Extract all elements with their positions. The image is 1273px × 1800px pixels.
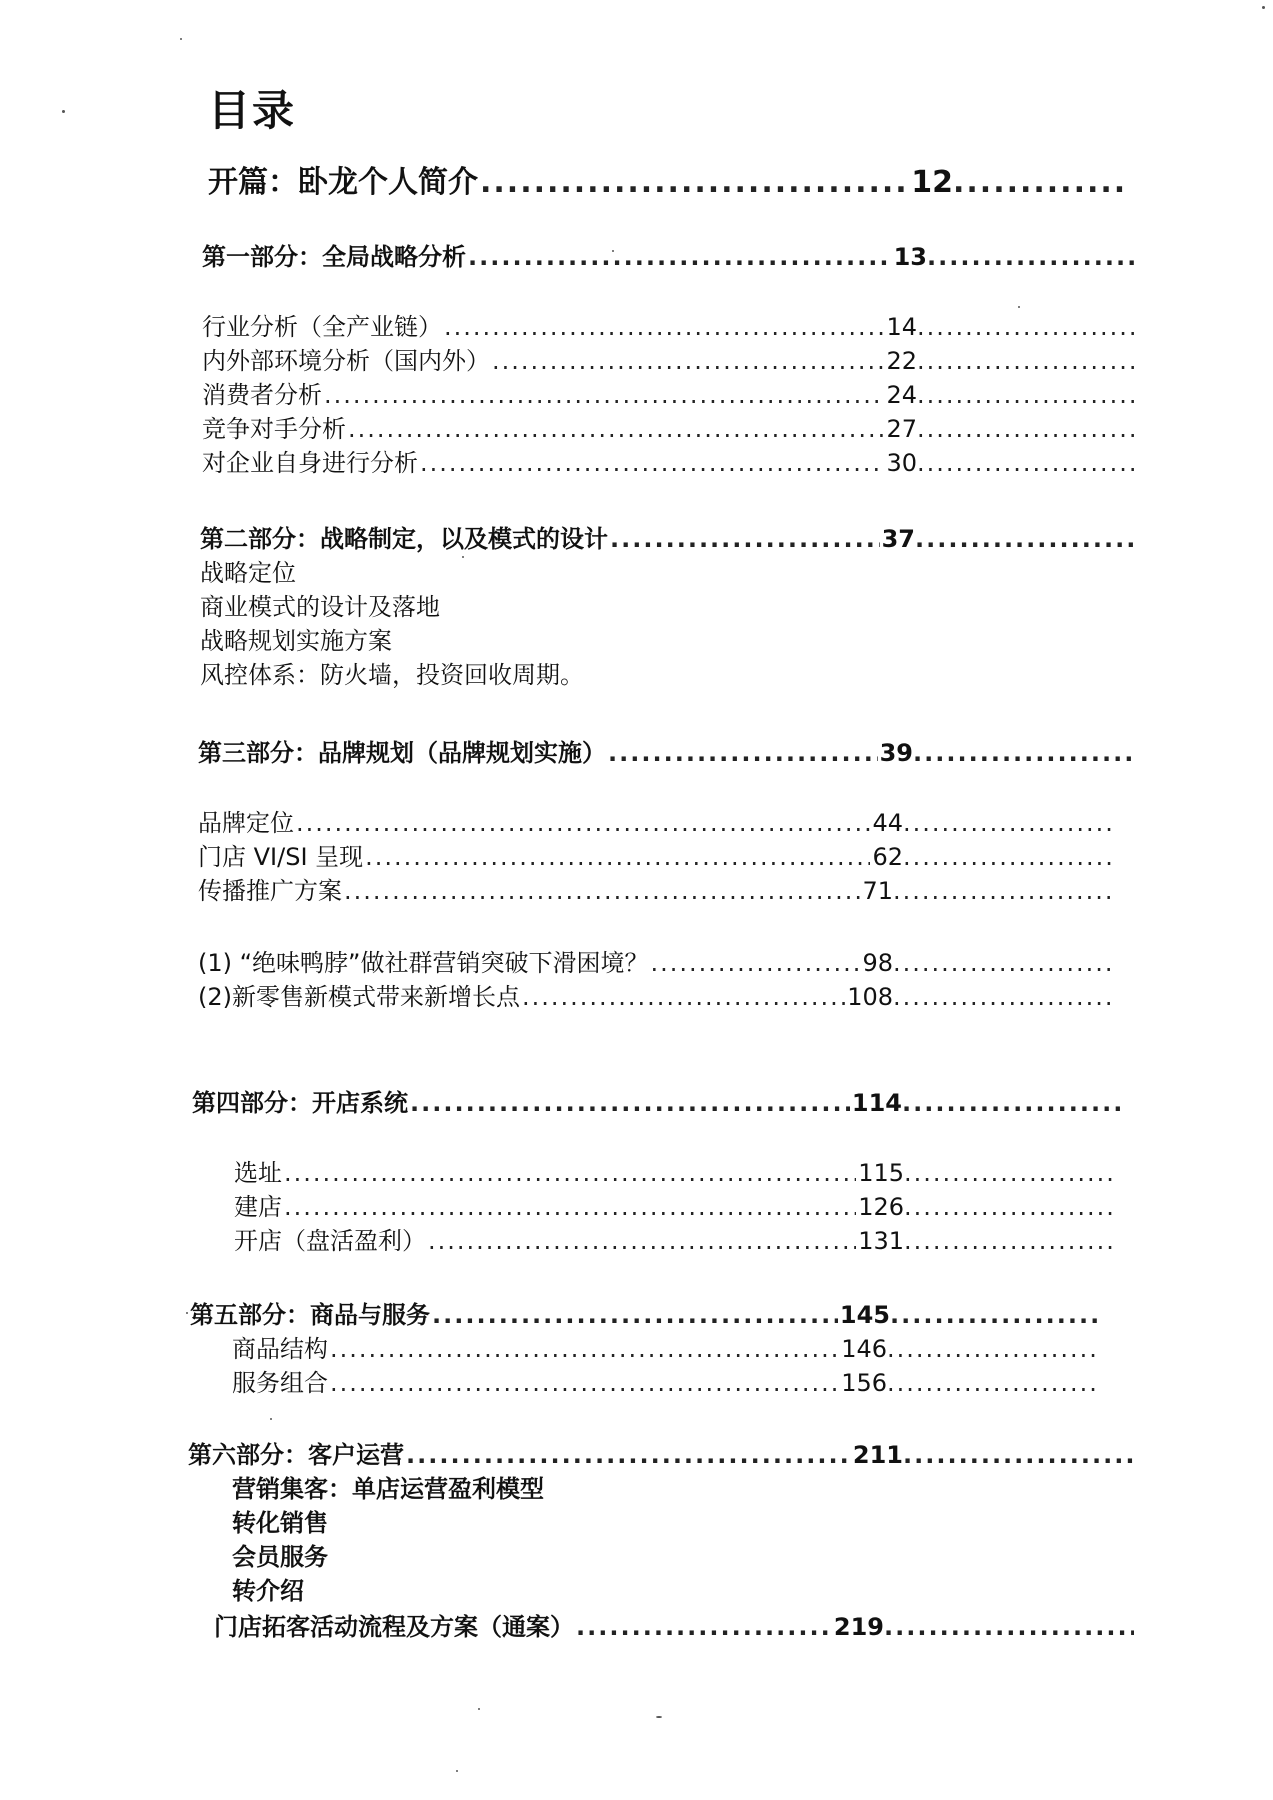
toc-entry (202, 378, 1137, 412)
toc-label: 服务组合 (232, 1369, 328, 1397)
toc-label: 消费者分析 (202, 381, 322, 409)
toc-entry (198, 874, 1113, 908)
toc-page-number: 211 (852, 1441, 903, 1469)
dot-leader-trail (893, 874, 1113, 908)
toc-page-number: 115 (858, 1159, 904, 1187)
dot-leader (420, 446, 884, 480)
toc-page-number: 13 (893, 243, 927, 271)
dot-leader-trail (903, 1438, 1133, 1472)
toc-label: 开篇：卧龙个人简介 (208, 165, 478, 200)
dot-leader (406, 1438, 851, 1472)
toc-label: (1) “绝味鸭脖”做社群营销突破下滑困境？ (198, 949, 649, 977)
toc-label: 门店 VI/SI 呈现 (198, 843, 364, 871)
toc-section-part1 (202, 240, 1137, 274)
dot-leader-trail (917, 310, 1137, 344)
toc-page-number: 146 (841, 1335, 887, 1363)
dot-leader-trail (913, 736, 1133, 770)
dot-leader (522, 980, 845, 1014)
toc-subitem: 转介绍 (232, 1577, 304, 1605)
toc-entry (198, 840, 1113, 874)
dot-leader-trail (917, 344, 1137, 378)
dot-leader (284, 1190, 856, 1224)
dot-leader-trail (904, 1224, 1114, 1258)
toc-label: 第一部分：全局战略分析 (202, 243, 466, 271)
dot-leader (651, 946, 861, 980)
dot-leader (296, 806, 870, 840)
scan-speck (1262, 6, 1265, 9)
toc-label: 第六部分：客户运营 (188, 1441, 404, 1469)
dot-leader-trail (887, 1332, 1097, 1366)
dot-leader-trail (917, 446, 1137, 480)
toc-entry (202, 446, 1137, 480)
toc-page-number: 37 (881, 525, 915, 553)
dot-leader-trail (953, 166, 1123, 200)
dot-leader-trail (890, 1298, 1100, 1332)
scan-speck (612, 250, 614, 252)
toc-page-number: 108 (847, 983, 893, 1011)
toc-label: 选址 (234, 1159, 282, 1187)
dot-leader (284, 1156, 856, 1190)
toc-section-part2 (200, 522, 1135, 556)
page-title: 目录 (208, 86, 297, 135)
toc-entry (198, 946, 1113, 980)
scan-speck (62, 110, 65, 113)
dot-leader (410, 1086, 850, 1120)
dot-leader (610, 522, 880, 556)
dot-leader (330, 1366, 839, 1400)
scan-speck (1018, 306, 1020, 308)
toc-label: 建店 (234, 1193, 282, 1221)
toc-subitem: 战略规划实施方案 (200, 627, 392, 655)
toc-entry (232, 1366, 1097, 1400)
toc-entry (214, 1610, 1134, 1644)
toc-section-part3 (198, 736, 1133, 770)
dot-leader-trail (893, 946, 1113, 980)
toc-subitem: 战略定位 (200, 559, 296, 587)
toc-entry (232, 1332, 1097, 1366)
toc-section-part6 (188, 1438, 1133, 1472)
dot-leader (344, 874, 860, 908)
toc-subitem: 营销集客：单店运营盈利模型 (232, 1475, 544, 1503)
dot-leader-trail (893, 980, 1113, 1014)
dot-leader (348, 412, 884, 446)
toc-entry (234, 1224, 1114, 1258)
toc-label: 门店拓客活动流程及方案（通案） (214, 1613, 574, 1641)
dot-leader-trail (915, 522, 1135, 556)
scan-speck (478, 1708, 480, 1710)
dot-leader-trail (927, 240, 1137, 274)
toc-label: 内外部环境分析（国内外） (202, 347, 490, 375)
toc-page-number: 22 (886, 347, 917, 375)
toc-page-number: 114 (851, 1089, 902, 1117)
toc-label: 对企业自身进行分析 (202, 449, 418, 477)
toc-page-number: 62 (872, 843, 903, 871)
dot-leader (608, 736, 878, 770)
toc-label: 第三部分：品牌规划（品牌规划实施） (198, 739, 606, 767)
toc-page-number: 44 (872, 809, 903, 837)
toc-subitem: 风控体系：防火墙，投资回收周期。 (200, 661, 584, 689)
toc-section-part5 (190, 1298, 1100, 1332)
dot-leader (365, 840, 870, 874)
dot-leader (444, 310, 884, 344)
toc-page-number: 126 (858, 1193, 904, 1221)
toc-page-number: 14 (886, 313, 917, 341)
dot-leader-trail (903, 806, 1113, 840)
dot-leader (428, 1224, 856, 1258)
dot-leader (330, 1332, 839, 1366)
dot-leader-trail (904, 1190, 1114, 1224)
dot-leader (468, 240, 892, 274)
toc-page-number: 219 (833, 1613, 884, 1641)
dot-leader-trail (884, 1610, 1134, 1644)
toc-label: 竞争对手分析 (202, 415, 346, 443)
scan-speck (656, 1716, 662, 1718)
toc-label: 行业分析（全产业链） (202, 313, 442, 341)
dot-leader-trail (903, 840, 1113, 874)
toc-entry (234, 1190, 1114, 1224)
toc-label: 品牌定位 (198, 809, 294, 837)
toc-subitem: 会员服务 (232, 1543, 328, 1571)
dot-leader (576, 1610, 832, 1644)
toc-label: 传播推广方案 (198, 877, 342, 905)
dot-leader (492, 344, 884, 378)
toc-page-number: 145 (839, 1301, 890, 1329)
scan-speck (180, 38, 182, 40)
dot-leader (432, 1298, 838, 1332)
toc-entry-intro (208, 166, 1123, 200)
scan-speck (270, 1418, 272, 1420)
dot-leader-trail (902, 1086, 1122, 1120)
scan-speck (456, 1770, 458, 1772)
toc-label: 第四部分：开店系统 (192, 1089, 408, 1117)
toc-page-number: 131 (858, 1227, 904, 1255)
toc-entry (198, 806, 1113, 840)
dot-leader-trail (917, 378, 1137, 412)
toc-page-number: 27 (886, 415, 917, 443)
toc-subitem: 转化销售 (232, 1509, 328, 1537)
scan-speck (462, 556, 464, 558)
toc-label: 第二部分：战略制定，以及模式的设计 (200, 525, 608, 553)
toc-entry (198, 980, 1113, 1014)
toc-page-number: 39 (879, 739, 913, 767)
dot-leader (324, 378, 884, 412)
toc-label: 商品结构 (232, 1335, 328, 1363)
toc-entry (234, 1156, 1114, 1190)
toc-entry (202, 344, 1137, 378)
dot-leader-trail (904, 1156, 1114, 1190)
toc-subitem: 商业模式的设计及落地 (200, 593, 440, 621)
toc-page-number: 98 (862, 949, 893, 977)
toc-entry (202, 412, 1137, 446)
toc-page-number: 12 (911, 165, 953, 200)
toc-section-part4 (192, 1086, 1122, 1120)
dot-leader-trail (887, 1366, 1097, 1400)
dot-leader-trail (917, 412, 1137, 446)
toc-label: 第五部分：商品与服务 (190, 1301, 430, 1329)
dot-leader (480, 166, 909, 200)
toc-page-number: 24 (886, 381, 917, 409)
toc-entry (202, 310, 1137, 344)
toc-label: (2)新零售新模式带来新增长点 (198, 983, 520, 1011)
toc-page-number: 156 (841, 1369, 887, 1397)
scan-speck (186, 1312, 188, 1314)
toc-label: 开店（盘活盈利） (234, 1227, 426, 1255)
toc-page-number: 30 (886, 449, 917, 477)
toc-page-number: 71 (862, 877, 893, 905)
